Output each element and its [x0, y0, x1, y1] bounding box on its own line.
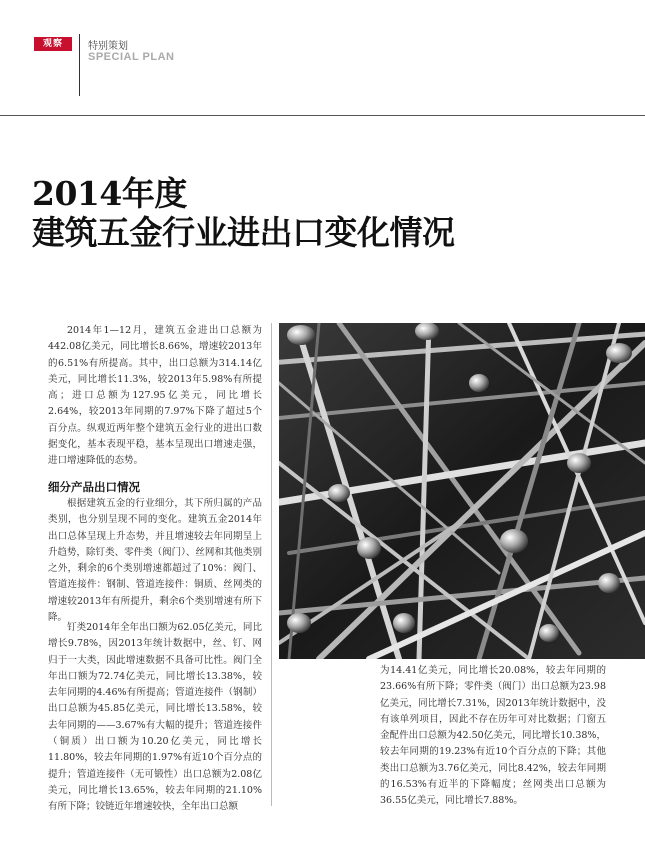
paragraph-3-text: 钉类2014年全年出口额为62.05亿美元，同比增长9.78%，因2013年统计数据中，丝、钉、网归于一大类，因此增速数据不具备可比性。阀门全年出口额为72.74亿美元，同比增长13.38%，较去年同期的4.46%有所提高；管道连接件（钢制）出口总额为45.85亿美元，同比增长13.58%，较去年同期的——3.67%有大幅的提升；管道连接件（铜质）出口额为10.20亿美元，同比增长11.80%，较去年同期的1.97%有近10个百分点的提升；管道连接件（无可锻性）出口总额为2.08亿美元，同比增长13.65%，较去年同期的21.10%有所下降；铰链近年增速较快，全年出口总额 — [48, 622, 262, 813]
intro-text: 2014年1—12月，建筑五金进出口总额为442.08亿美元，同比增长8.66%，增速较2013年的6.51%有所提高。其中，出口总额为314.14亿美元，同比增长11.3%，较2013年5.98%有所提高；进口总额为127.95亿美元，同比增长2.64%，较2013年同期的7.97%下降了超过5个百分点。纵观近两年整个建筑五金行业的进出口数据变化，基本表现平稳，基本呈现出口增速走强，进口增速降低的态势。 — [48, 325, 262, 467]
paragraph-4-text: 为14.41亿美元，同比增长20.08%，较去年同期的23.66%有所下降；零件类（阀门）出口总额为23.98亿美元，同比增长7.31%，因2013年统计数据中，没有该单列项目，因此不存在历年可对比数据；门窗五金配件出口总额为42.50亿美元，同比增长10.38%，较去年同期的19.23%有近10个百分点的下降；其他类出口总额为3.76亿美元，同比8.42%，较去年同期的16.53%有近半的下降幅度；丝网类出口总额为36.55亿美元，同比增长7.88%。 — [380, 665, 606, 807]
nails-photo — [279, 323, 645, 659]
intro-paragraph — [48, 323, 262, 470]
nails-illustration — [279, 323, 645, 659]
article-title-line2: 建筑五金行业进出口变化情况 — [32, 213, 455, 252]
paragraph-3 — [48, 620, 262, 816]
paragraph-2 — [48, 496, 262, 626]
column-divider — [271, 323, 272, 806]
section-tag: 观察 — [34, 37, 72, 51]
paragraph-2-text: 根据建筑五金的行业细分，其下所归属的产品类别，也分别呈现不同的变化。建筑五金2014年出口总体呈现上升态势，并且增速较去年同期呈上升趋势，除钉类、零件类（阀门）、丝网和其他类别之外，剩余的6个类别增速都超过了10%：阀门、管道连接件：钢制、管道连接件：铜质、丝网类的增速较2013年有所提升，剩余6个类别增速有所下降。 — [48, 498, 262, 624]
header-rule — [0, 115, 645, 116]
section-title-cn: 特别策划 — [88, 41, 128, 52]
paragraph-4 — [380, 663, 606, 810]
section-title-en: SPECIAL PLAN — [88, 51, 175, 63]
header-divider — [79, 34, 80, 96]
subheading: 细分产品出口情况 — [48, 480, 140, 494]
article-title-line1: 2014年度 — [32, 174, 187, 213]
